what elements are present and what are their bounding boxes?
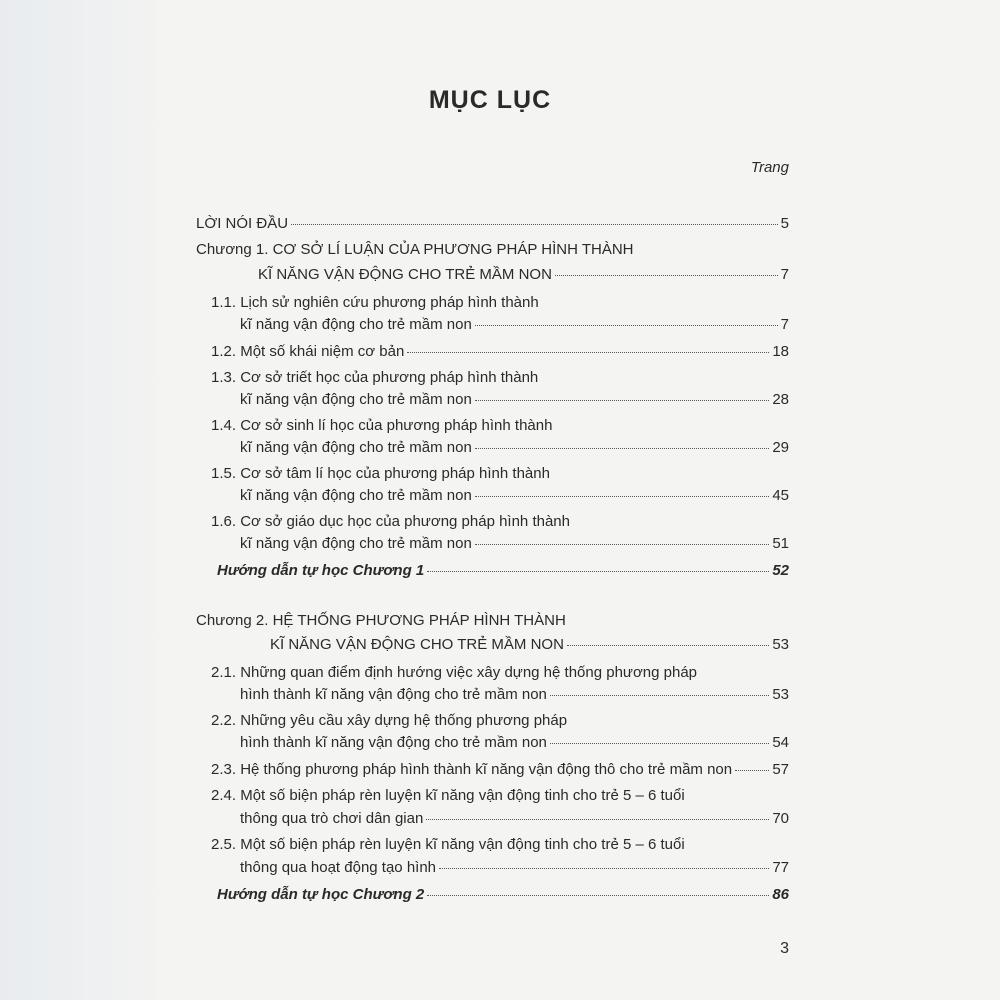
- toc-entry-self-study-ch2[interactable]: [217, 886, 789, 903]
- leader-dots: [475, 399, 770, 401]
- leader-dots: [291, 223, 778, 225]
- toc-entry-title-cont: thông qua hoạt động tạo hình: [240, 859, 437, 876]
- toc-chapter-prefix: Chương 2.: [196, 612, 269, 629]
- toc-entry-1-4[interactable]: [211, 417, 552, 434]
- toc-entry-title: Những yêu cầu xây dựng hệ thống phương pháp: [240, 712, 568, 729]
- toc-entry-title: LỜI NÓI ĐẦU: [196, 215, 289, 232]
- toc-entry-page: 45: [772, 487, 789, 504]
- toc-entry-title-cont: KĨ NĂNG VẬN ĐỘNG CHO TRẺ MẦM NON: [258, 266, 552, 283]
- toc-chapter-1-heading[interactable]: [196, 241, 634, 258]
- toc-entry-2-4-line2[interactable]: [240, 810, 789, 827]
- toc-entry-title-cont: kĩ năng vận động cho trẻ mầm non: [240, 316, 472, 333]
- toc-entry-2-2[interactable]: [211, 712, 567, 729]
- toc-entry-1-5[interactable]: [211, 465, 550, 482]
- toc-entry-prefix: 2.1.: [211, 664, 237, 681]
- toc-entry-page: 29: [772, 439, 789, 456]
- leader-dots: [555, 274, 778, 276]
- toc-entry-1-4-line2[interactable]: [240, 439, 789, 456]
- toc-entry-page: 86: [772, 886, 789, 903]
- toc-entry-1-1-line2[interactable]: [240, 316, 789, 333]
- toc-entry-page: 54: [772, 734, 789, 751]
- leader-dots: [475, 495, 770, 497]
- toc-entry-1-6[interactable]: [211, 513, 570, 530]
- toc-chapter-prefix: Chương 1.: [196, 241, 269, 258]
- toc-entry-prefix: 2.5.: [211, 836, 237, 853]
- leader-dots: [426, 818, 769, 820]
- toc-entry-page: 57: [772, 761, 789, 778]
- toc-entry-prefix: 2.4.: [211, 787, 237, 804]
- toc-entry-prefix: 1.1.: [211, 294, 237, 311]
- toc-entry-prefix: 1.6.: [211, 513, 237, 530]
- toc-entry-preface[interactable]: [196, 215, 789, 232]
- toc-entry-title: Cơ sở sinh lí học của phương pháp hình thành: [240, 417, 553, 434]
- toc-entry-1-3[interactable]: [211, 369, 538, 386]
- toc-entry-1-5-line2[interactable]: [240, 487, 789, 504]
- toc-entry-page: 70: [772, 810, 789, 827]
- toc-entry-1-6-line2[interactable]: [240, 535, 789, 552]
- toc-entry-prefix: 2.2.: [211, 712, 237, 729]
- toc-entry-prefix: 1.2.: [211, 343, 237, 360]
- toc-entry-title: Một số biện pháp rèn luyện kĩ năng vận động tinh cho trẻ 5 – 6 tuổi: [240, 787, 685, 804]
- toc-entry-page: 28: [772, 391, 789, 408]
- toc-entry-title-cont: thông qua trò chơi dân gian: [240, 810, 424, 827]
- toc-entry-self-study-ch1[interactable]: [217, 562, 789, 579]
- page-column-label: Trang: [750, 159, 789, 176]
- toc-entry-title: Cơ sở triết học của phương pháp hình thành: [240, 369, 539, 386]
- toc-entry-title-cont: kĩ năng vận động cho trẻ mầm non: [240, 391, 472, 408]
- toc-entry-title: Hướng dẫn tự học Chương 1: [217, 562, 425, 579]
- leader-dots: [475, 543, 770, 545]
- page-binding-shadow: [0, 0, 160, 1000]
- toc-entry-title: Hướng dẫn tự học Chương 2: [217, 886, 425, 903]
- page-number: 3: [780, 940, 789, 957]
- leader-dots: [427, 894, 769, 896]
- toc-entry-title: Hệ thống phương pháp hình thành kĩ năng vận động thô cho trẻ mầm non: [240, 761, 733, 778]
- toc-entry-title-cont: KĨ NĂNG VẬN ĐỘNG CHO TRẺ MẦM NON: [270, 636, 564, 653]
- toc-entry-prefix: 1.3.: [211, 369, 237, 386]
- toc-entry-title-cont: kĩ năng vận động cho trẻ mầm non: [240, 439, 472, 456]
- toc-entry-2-1[interactable]: [211, 664, 697, 681]
- toc-entry-prefix: 1.5.: [211, 465, 237, 482]
- toc-entry-page: 53: [772, 636, 789, 653]
- toc-entry-1-3-line2[interactable]: [240, 391, 789, 408]
- page-title: MỤC LỤC: [428, 86, 552, 114]
- toc-entry-prefix: 1.4.: [211, 417, 237, 434]
- leader-dots: [567, 644, 769, 646]
- leader-dots: [427, 570, 769, 572]
- leader-dots: [550, 694, 769, 696]
- toc-chapter-1-line2[interactable]: [258, 266, 789, 283]
- leader-dots: [475, 447, 770, 449]
- toc-entry-2-3[interactable]: [211, 761, 789, 778]
- toc-entry-2-5[interactable]: [211, 836, 685, 853]
- toc-entry-prefix: 2.3.: [211, 761, 237, 778]
- toc-entry-1-2[interactable]: [211, 343, 789, 360]
- toc-entry-page: 7: [780, 316, 789, 333]
- toc-entry-title-cont: hình thành kĩ năng vận động cho trẻ mầm non: [240, 686, 547, 703]
- toc-entry-2-2-line2[interactable]: [240, 734, 789, 751]
- toc-entry-title-cont: kĩ năng vận động cho trẻ mầm non: [240, 535, 472, 552]
- toc-entry-title-cont: kĩ năng vận động cho trẻ mầm non: [240, 487, 472, 504]
- toc-entry-title: CƠ SỞ LÍ LUẬN CỦA PHƯƠNG PHÁP HÌNH THÀNH: [272, 241, 634, 258]
- toc-entry-title: Những quan điểm định hướng việc xây dựng hệ thống phương pháp: [240, 664, 698, 681]
- leader-dots: [735, 769, 769, 771]
- toc-entry-page: 51: [772, 535, 789, 552]
- leader-dots: [439, 867, 769, 869]
- toc-entry-title: HỆ THỐNG PHƯƠNG PHÁP HÌNH THÀNH: [272, 612, 566, 629]
- toc-entry-page: 53: [772, 686, 789, 703]
- toc-entry-page: 52: [772, 562, 789, 579]
- toc-chapter-2-line2[interactable]: [270, 636, 789, 653]
- leader-dots: [550, 742, 769, 744]
- toc-entry-2-1-line2[interactable]: [240, 686, 789, 703]
- toc-entry-2-5-line2[interactable]: [240, 859, 789, 876]
- toc-entry-title: Cơ sở giáo dục học của phương pháp hình thành: [240, 513, 570, 530]
- toc-entry-1-1[interactable]: [211, 294, 539, 311]
- toc-entry-title: Một số khái niệm cơ bản: [240, 343, 405, 360]
- leader-dots: [407, 351, 769, 353]
- toc-entry-page: 18: [772, 343, 789, 360]
- toc-entry-page: 7: [780, 266, 789, 283]
- toc-entry-title: Cơ sở tâm lí học của phương pháp hình thành: [240, 465, 550, 482]
- toc-entry-page: 77: [772, 859, 789, 876]
- toc-entry-title: Lịch sử nghiên cứu phương pháp hình thành: [240, 294, 539, 311]
- toc-entry-title: Một số biện pháp rèn luyện kĩ năng vận động tinh cho trẻ 5 – 6 tuổi: [240, 836, 685, 853]
- toc-entry-2-4[interactable]: [211, 787, 685, 804]
- leader-dots: [475, 324, 778, 326]
- toc-entry-title-cont: hình thành kĩ năng vận động cho trẻ mầm non: [240, 734, 547, 751]
- toc-entry-page: 5: [780, 215, 789, 232]
- toc-chapter-2-heading[interactable]: [196, 612, 566, 629]
